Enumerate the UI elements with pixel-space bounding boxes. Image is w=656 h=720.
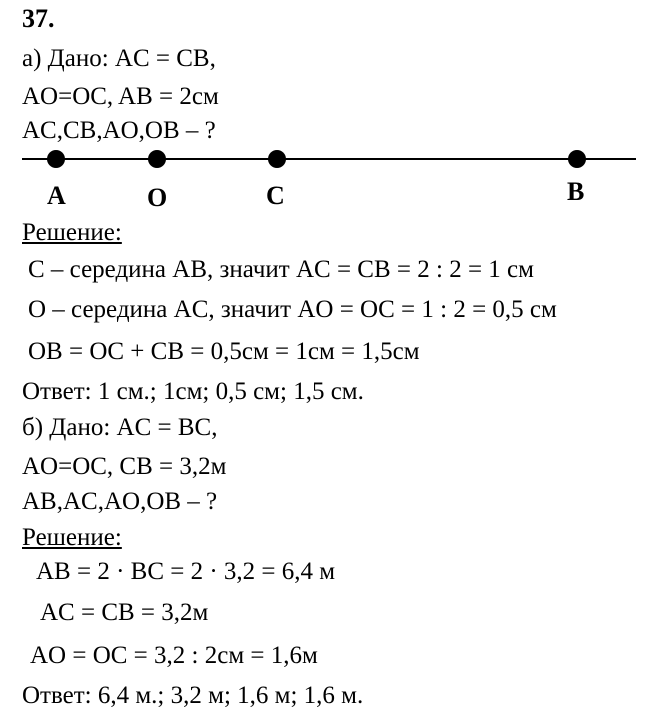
part-a-answer: Ответ: 1 см.; 1см; 0,5 см; 1,5 см. <box>22 378 364 405</box>
part-b-given-line1: б) Дано: AC = BC, <box>22 414 218 441</box>
part-a-solution-label: Решение: <box>22 219 122 246</box>
part-b-answer: Ответ: 6,4 м.; 3,2 м; 1,6 м; 1,6 м. <box>22 682 364 709</box>
point-c-dot <box>268 150 286 168</box>
point-b-label: B <box>567 177 585 206</box>
point-a-label: A <box>47 181 66 210</box>
part-a-step1: C – середина AB, значит AC = CB = 2 : 2 = 1 см <box>28 256 534 283</box>
part-a-given-line1: а) Дано: AC = CB, <box>22 45 216 72</box>
point-a-dot <box>47 150 65 168</box>
point-c-label: C <box>266 181 285 210</box>
problem-number: 37. <box>22 4 55 33</box>
part-b-step3: AO = OC = 3,2 : 2см = 1,6м <box>30 642 318 669</box>
part-a-step2: O – середина AC, значит AO = OC = 1 : 2 = 0,5 см <box>28 296 557 323</box>
part-a-find: AC,CB,AO,OB – ? <box>22 117 216 144</box>
part-a-step3: OB = OC + CB = 0,5см = 1см = 1,5см <box>28 338 420 365</box>
point-o-dot <box>148 150 166 168</box>
point-o-label: O <box>147 183 168 212</box>
point-b-dot <box>568 150 586 168</box>
part-a-given-line2: AO=OC, AB = 2см <box>22 83 219 110</box>
part-b-solution-label: Решение: <box>22 524 122 551</box>
part-b-step2: AC = CB = 3,2м <box>40 599 209 626</box>
part-b-given-line2: AO=OC, CB = 3,2м <box>22 453 227 480</box>
part-b-find: AB,AC,AO,OB – ? <box>22 488 218 515</box>
segment-diagram <box>0 140 656 212</box>
part-b-step1: AB = 2 · BC = 2 · 3,2 = 6,4 м <box>36 558 336 585</box>
